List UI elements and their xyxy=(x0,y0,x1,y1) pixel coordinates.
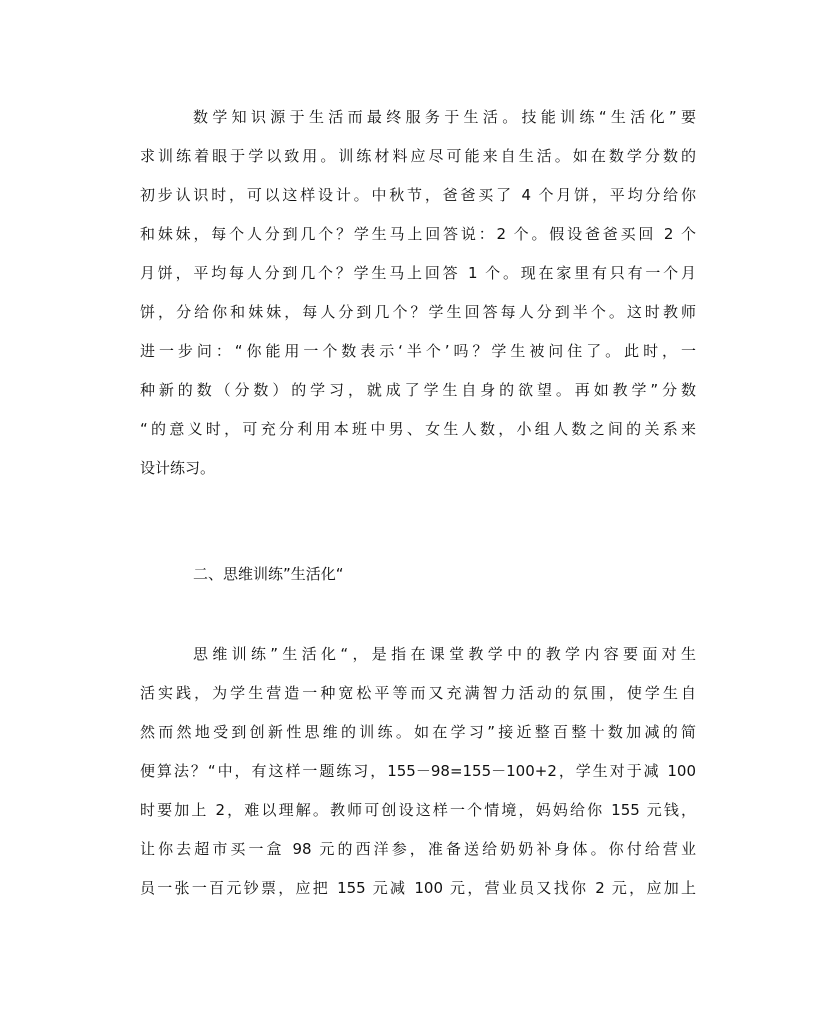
paragraph-line: 进一步问：“你能用一个数表示‘半个’吗？学生被问住了。此时，一 xyxy=(140,342,696,360)
paragraph-line: 活实践，为学生营造一种宽松平等而又充满智力活动的氛围，使学生自 xyxy=(140,684,696,702)
paragraph-line: 便算法？“中，有这样一题练习，155－98=155－100+2，学生对于减 100 xyxy=(140,762,696,780)
paragraph-line: “的意义时，可充分利用本班中男、女生人数，小组人数之间的关系来 xyxy=(140,420,696,438)
paragraph-line: 时要加上 2，难以理解。教师可创设这样一个情境，妈妈给你 155 元钱， xyxy=(140,801,696,819)
paragraph-line: 让你去超市买一盒 98 元的西洋参，准备送给奶奶补身体。你付给营业 xyxy=(140,840,696,858)
paragraph-line: 思维训练”生活化“，是指在课堂教学中的教学内容要面对生 xyxy=(193,645,696,663)
paragraph-line: 然而然地受到创新性思维的训练。如在学习”接近整百整十数加减的简 xyxy=(140,723,696,741)
section-heading: 二、思维训练”生活化“ xyxy=(193,565,344,583)
paragraph-line: 求训练着眼于学以致用。训练材料应尽可能来自生活。如在数学分数的 xyxy=(140,147,696,165)
paragraph-line: 和妹妹，每个人分到几个？学生马上回答说：2 个。假设爸爸买回 2 个 xyxy=(140,225,696,243)
paragraph-line: 初步认识时，可以这样设计。中秋节，爸爸买了 4 个月饼，平均分给你 xyxy=(140,186,696,204)
paragraph-line: 数学知识源于生活而最终服务于生活。技能训练“生活化”要 xyxy=(193,108,696,126)
paragraph-line: 饼，分给你和妹妹，每人分到几个？学生回答每人分到半个。这时教师 xyxy=(140,303,696,321)
paragraph-line: 设计练习。 xyxy=(140,459,216,477)
paragraph-line: 月饼，平均每人分到几个？学生马上回答 1 个。现在家里有只有一个月 xyxy=(140,264,696,282)
paragraph-line: 员一张一百元钞票，应把 155 元减 100 元，营业员又找你 2 元，应加上 xyxy=(140,879,696,897)
paragraph-line: 种新的数（分数）的学习，就成了学生自身的欲望。再如教学”分数 xyxy=(140,381,696,399)
